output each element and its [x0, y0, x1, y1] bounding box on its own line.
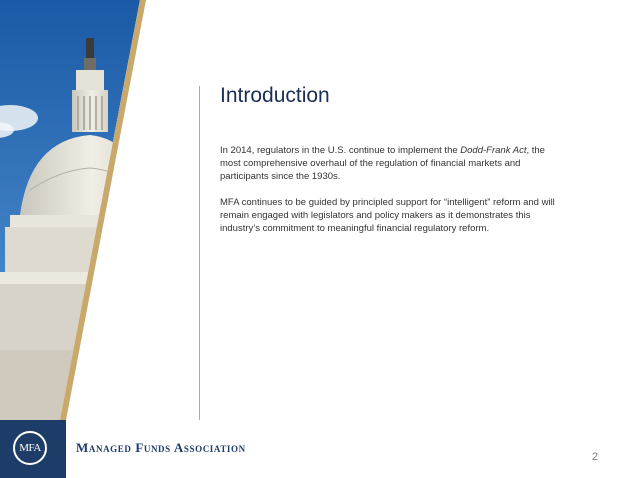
dodd-frank-act-text: Dodd-Frank Act	[460, 145, 527, 156]
paragraph-2: MFA continues to be guided by principled support for “intelligent” reform and will remain engaged with legislators and policy makers as it demonstrates this industry’s commitment to meaningful financial regulatory reform.	[220, 197, 555, 234]
slide-title: Introduction	[220, 84, 330, 107]
slide-body	[220, 144, 565, 248]
mfa-logo: MFA	[13, 431, 47, 465]
gold-divider-line	[199, 86, 200, 420]
paragraph-1-start: In 2014, regulators in the U.S. continue to implement the	[220, 145, 461, 156]
page-number: 2	[592, 451, 599, 463]
capitol-dome-photo	[0, 0, 160, 420]
organization-name: Managed Funds Association	[76, 440, 246, 455]
paragraph-1-end: , the most comprehensive overhaul of the regulation of financial markets and participants since the 1930s.	[220, 145, 545, 182]
paragraph-1	[220, 144, 565, 183]
